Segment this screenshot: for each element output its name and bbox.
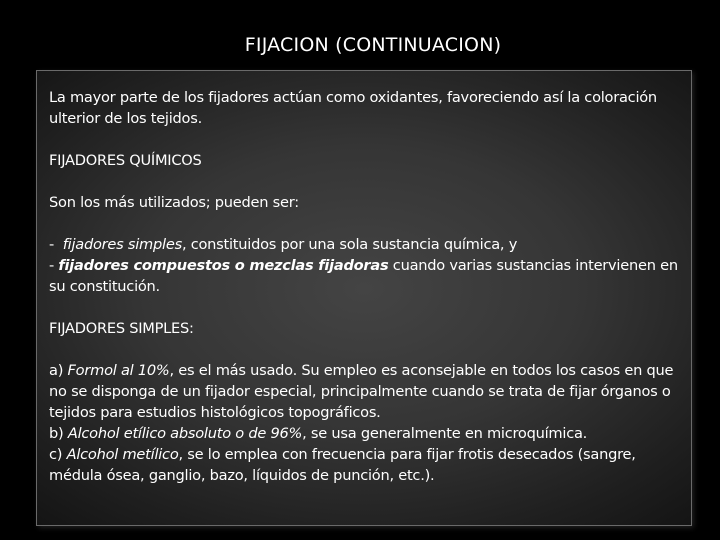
list-item-text: , se usa generalmente en microquímica. [302, 425, 588, 442]
term-fijadores-compuestos: fijadores compuestos o mezclas fijadoras [58, 257, 389, 274]
list-item-text: , se lo emplea con frecuencia para fijar frotis desecados (sangre, médula ósea, ganglio, bazo, líquidos de punción, etc.). [49, 446, 636, 484]
list-item-text: , es el más usado. Su empleo es aconsejable en todos los casos en que no se disponga de un fijador especial, principalmente cuando se trata de fijar órganos o tejidos para estudios histológicos topográficos. [49, 362, 674, 421]
heading-fijadores-quimicos: FIJADORES QUÍMICOS [49, 152, 202, 169]
term-fijadores-simples: fijadores simples [62, 236, 182, 253]
list-item-fijadores-simples [49, 234, 685, 255]
term-alcohol-metilico: Alcohol metílico [66, 446, 179, 463]
list-item-prefix: - [49, 257, 59, 274]
list-item-prefix: - [49, 236, 63, 253]
intro-paragraph: La mayor parte de los fijadores actúan como oxidantes, favoreciendo así la coloración ulterior de los tejidos. [49, 89, 657, 127]
list-item-prefix: b) [49, 425, 68, 442]
slide-title: FIJACION (CONTINUACION) [244, 34, 502, 56]
list-item-prefix: c) [49, 446, 67, 463]
list-item-prefix: a) [49, 362, 68, 379]
list-item-alcohol-metilico [49, 444, 685, 486]
list-item-alcohol-etilico [49, 423, 685, 444]
term-formol: Formol al 10% [67, 362, 170, 379]
list-item-text: , constituidos por una sola sustancia química, y [181, 236, 518, 253]
quimicos-intro: Son los más utilizados; pueden ser: [49, 194, 299, 211]
content-text [49, 87, 685, 486]
list-item-text: cuando varias sustancias intervienen en su constitución. [49, 257, 678, 295]
list-item-fijadores-compuestos [49, 255, 685, 297]
heading-fijadores-simples: FIJADORES SIMPLES: [49, 320, 194, 337]
term-alcohol-etilico: Alcohol etílico absoluto o de 96% [67, 425, 303, 442]
list-item-formol [49, 360, 685, 423]
content-box [36, 70, 692, 526]
